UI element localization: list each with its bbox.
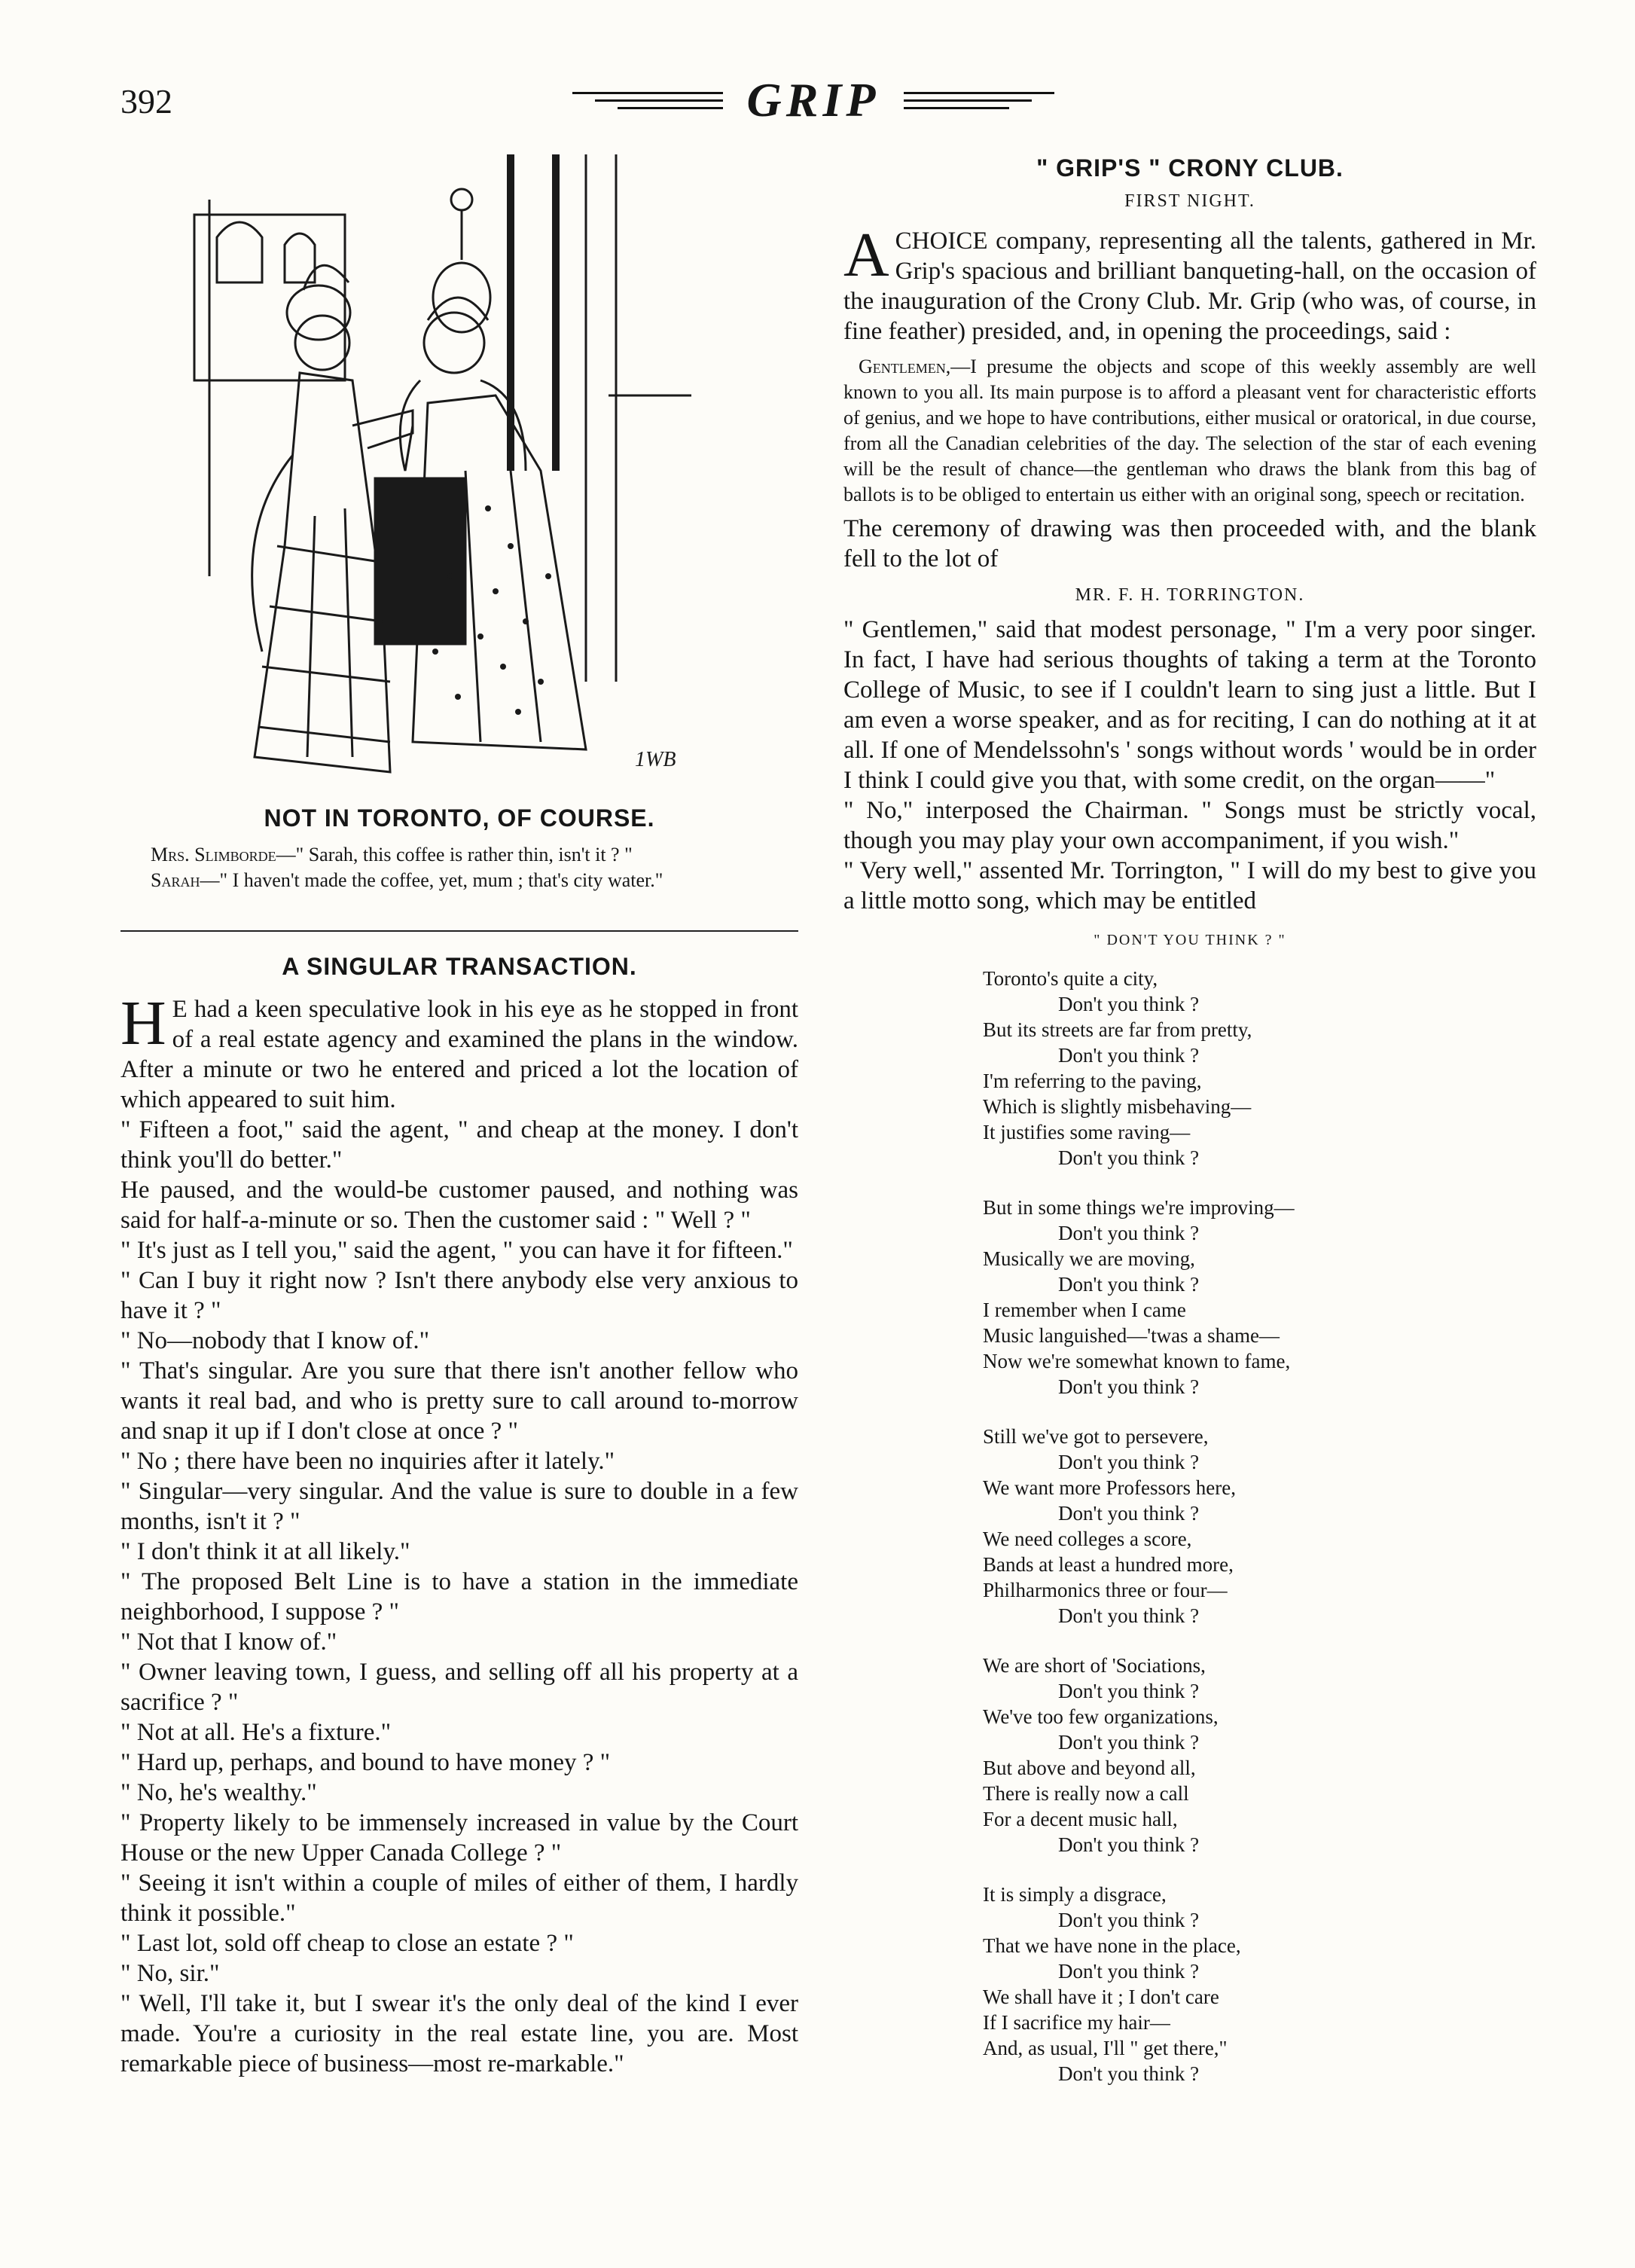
paragraph: " Owner leaving town, I guess, and selling off all his property at a sacrifice ? " <box>120 1659 798 1716</box>
paragraph: " No—nobody that I know of." <box>120 1327 430 1354</box>
song-line: There is really now a call <box>983 1782 1189 1805</box>
dialogue-line: Mrs. Slimborde—" Sarah, this coffee is rather thin, isn't it ? " <box>151 844 633 865</box>
paragraph: " Can I buy it right now ? Isn't there anybody else very anxious to have it ? " <box>120 1267 798 1324</box>
section-divider <box>120 930 798 932</box>
cartoon-dialogue <box>120 842 798 893</box>
paragraph: " Hard up, perhaps, and bound to have money ? " <box>120 1749 611 1776</box>
paragraph: " Not at all. He's a fixture." <box>120 1719 392 1746</box>
song-title: " DON'T YOU THINK ? " <box>1094 932 1286 948</box>
paragraph: " Well, I'll take it, but I swear it's the only deal of the kind I ever made. You're a curiosity in the real estate line, you are. Most remarkable piece of business—most re-markable." <box>120 1990 798 2077</box>
song-line: Don't you think ? <box>1058 1960 1200 1983</box>
drop-cap: H <box>120 988 166 1058</box>
song-line: That we have none in the place, <box>983 1934 1241 1957</box>
paragraph: " No, sir." <box>120 1960 220 1987</box>
song-stanza <box>983 1195 1536 1400</box>
song-stanza <box>983 1653 1536 1857</box>
song-line: We shall have it ; I don't care <box>983 1986 1219 2008</box>
song-line: Don't you think ? <box>1058 1146 1200 1169</box>
song-line: Don't you think ? <box>1058 993 1200 1015</box>
song-line: Musically we are moving, <box>983 1247 1195 1270</box>
left-article-body <box>120 988 798 2079</box>
song-line: We want more Professors here, <box>983 1476 1236 1499</box>
song-line: For a decent music hall, <box>983 1808 1178 1830</box>
paragraph: " Seeing it isn't within a couple of miles of either of them, I hardly think it possible." <box>120 1870 798 1927</box>
song-line: We are short of 'Sociations, <box>983 1654 1206 1677</box>
song-line: It is simply a disgrace, <box>983 1883 1167 1906</box>
song-line: And, as usual, I'll " get there," <box>983 2037 1228 2059</box>
right-article-subtitle: FIRST NIGHT. <box>1124 191 1255 211</box>
song-line: Don't you think ? <box>1058 1273 1200 1296</box>
song-line: Don't you think ? <box>1058 1375 1200 1398</box>
right-article-body <box>843 220 1536 2111</box>
song-line: Don't you think ? <box>1058 1909 1200 1931</box>
song-line: It justifies some raving— <box>983 1121 1191 1143</box>
cartoon-drawing <box>164 154 725 791</box>
song-stanza <box>983 966 1536 1171</box>
paragraph: " That's singular. Are you sure that there isn't another fellow who wants it real bad, and who is pretty sure to call around to-morrow and snap it up if I don't close at once ? " <box>120 1357 798 1445</box>
song-line: Don't you think ? <box>1058 1451 1200 1473</box>
intro-paragraph: ACHOICE company, representing all the talents, gathered in Mr. Grip's spacious and brilliant banqueting-hall, on the occasion of the inauguration of the Crony Club. Mr. Grip (who was, of course, in fine feather) presided, and, in opening the proceedings, said : <box>843 220 1536 345</box>
song-line: We need colleges a score, <box>983 1528 1192 1550</box>
song-line: But above and beyond all, <box>983 1757 1196 1779</box>
paragraph: " No, he's wealthy." <box>120 1779 317 1806</box>
song-line: Music languished—'twas a shame— <box>983 1324 1280 1347</box>
song-line: We've too few organizations, <box>983 1705 1219 1728</box>
chairman-speech: Gentlemen,—I presume the objects and scope of this weekly assembly are well known to you all. Its main purpose is to afford a pleasant vent for characteristic efforts of genius, and we hope to have contributions, either musical or oratorical, in due course, from all the Canadian celebrities of the day. The selection of the star of each evening will be the result of chance—the gentleman who draws the blank from this bag of ballots is to be obliged to entertain us either with an original song, speech or recitation. <box>843 356 1536 505</box>
paragraph: " It's just as I tell you," said the agent, " you can have it for fifteen." <box>120 1237 793 1264</box>
song-line: I remember when I came <box>983 1299 1186 1321</box>
masthead <box>572 72 1054 125</box>
song-line: Still we've got to persevere, <box>983 1425 1209 1448</box>
paragraph: " Fifteen a foot," said the agent, " and cheap at the money. I don't think you'll do better." <box>120 1116 798 1174</box>
artist-signature: 1WB <box>635 748 676 771</box>
paragraph: " No," interposed the Chairman. " Songs must be strictly vocal, though you may play your own accompaniment, if you wish." <box>843 797 1536 854</box>
paragraph: H E had a keen speculative look in his eye as he stopped in front of a real estate agency and examined the plans in the window. After a minute or two he entered and priced a lot the location of which appeared to suit him. <box>120 988 798 1113</box>
right-article-title: " GRIP'S " CRONY CLUB. <box>1036 154 1344 182</box>
left-article-title: A SINGULAR TRANSACTION. <box>282 953 637 980</box>
paragraph: " Not that I know of." <box>120 1629 337 1656</box>
song-line: Don't you think ? <box>1058 1222 1200 1244</box>
song-line: Don't you think ? <box>1058 1833 1200 1856</box>
page-number: 392 <box>120 82 172 121</box>
dialogue-line: Sarah—" I haven't made the coffee, yet, mum ; that's city water." <box>151 869 663 891</box>
performer-name: MR. F. H. TORRINGTON. <box>1075 585 1305 605</box>
song-line: Bands at least a hundred more, <box>983 1553 1234 1576</box>
cartoon-illustration <box>164 154 725 791</box>
song-line: Toronto's quite a city, <box>983 967 1158 990</box>
song-line: But its streets are far from pretty, <box>983 1018 1252 1041</box>
paragraph: The ceremony of drawing was then proceeded with, and the blank fell to the lot of <box>843 515 1536 572</box>
song-line: Don't you think ? <box>1058 1604 1200 1627</box>
paragraph: " The proposed Belt Line is to have a station in the immediate neighborhood, I suppose ? " <box>120 1568 798 1625</box>
song-line: But in some things we're improving— <box>983 1196 1295 1219</box>
song-stanza <box>983 1424 1536 1629</box>
song-line: Don't you think ? <box>1058 1731 1200 1754</box>
song-stanza <box>983 1882 1536 2086</box>
song-line: Don't you think ? <box>1058 1680 1200 1702</box>
paragraph: " Last lot, sold off cheap to close an estate ? " <box>120 1930 574 1957</box>
masthead-title: GRIP <box>746 73 880 127</box>
song-line: I'm referring to the paving, <box>983 1070 1202 1092</box>
song-line: Now we're somewhat known to fame, <box>983 1350 1291 1372</box>
paragraph: " I don't think it at all likely." <box>120 1538 410 1565</box>
song-verses <box>843 966 1536 2086</box>
song-line: Which is slightly misbehaving— <box>983 1095 1252 1118</box>
song-line: Don't you think ? <box>1058 1044 1200 1067</box>
paragraph: " Singular—very singular. And the value is sure to double in a few months, isn't it ? " <box>120 1478 798 1535</box>
song-line: Don't you think ? <box>1058 2062 1200 2085</box>
paragraph: " No ; there have been no inquiries after it lately." <box>120 1448 615 1475</box>
cartoon-title: NOT IN TORONTO, OF COURSE. <box>264 804 655 832</box>
paragraph: He paused, and the would-be customer paused, and nothing was said for half-a-minute or so. Then the customer said : " Well ? " <box>120 1177 798 1234</box>
paragraph: " Gentlemen," said that modest personage, " I'm a very poor singer. In fact, I have had serious thoughts of taking a term at the Toronto College of Music, to see if I couldn't learn to sing just a little. But I am even a worse speaker, and as for reciting, I can do nothing at it at all. If one of Mendelssohn's ' songs without words ' would be in order I think I could give you that, with some credit, on the organ——" <box>843 616 1536 794</box>
song-line: If I sacrifice my hair— <box>983 2011 1170 2034</box>
paragraph: " Property likely to be immensely increased in value by the Court House or the new Upper Canada College ? " <box>120 1809 798 1867</box>
song-line: Don't you think ? <box>1058 1502 1200 1525</box>
song-line: Philharmonics three or four— <box>983 1579 1228 1601</box>
paragraph: " Very well," assented Mr. Torrington, " I will do my best to give you a little motto song, which may be entitled <box>843 857 1536 914</box>
drop-cap: A <box>843 220 889 290</box>
